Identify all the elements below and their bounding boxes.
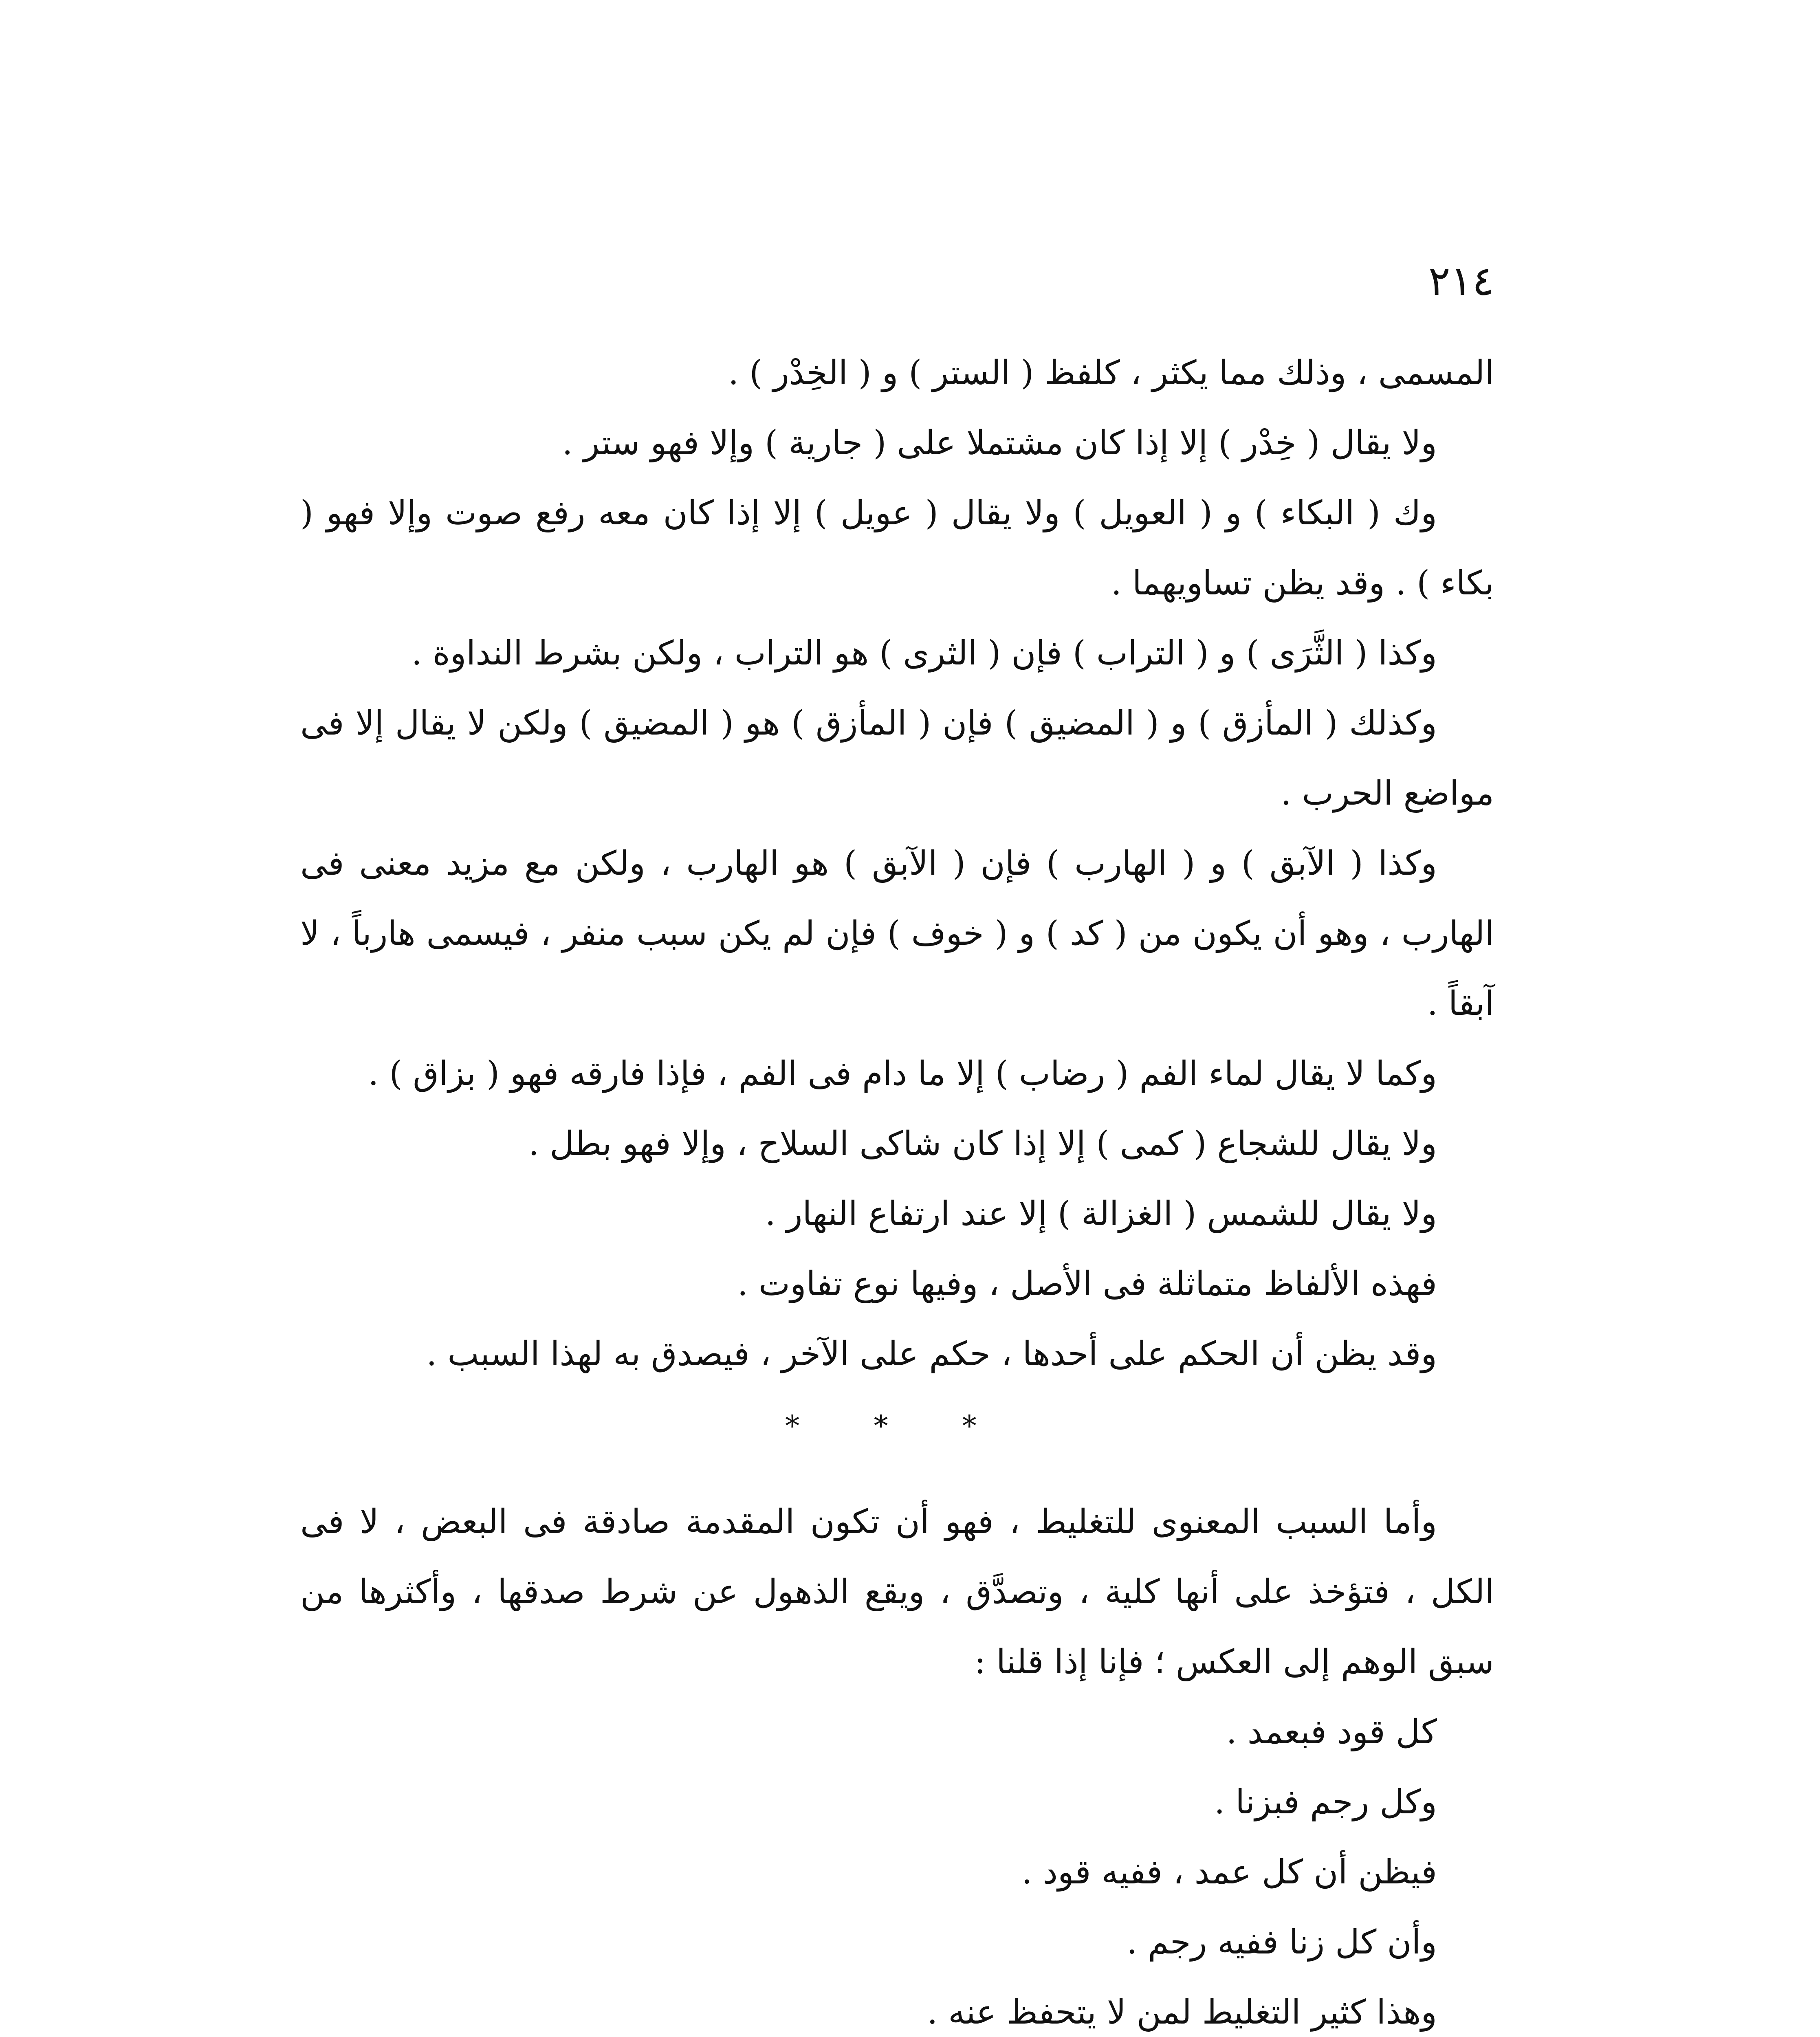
paragraph: وأما السبب المعنوى للتغليط ، فهو أن تكون المقدمة صادقة فى البعض ، لا فى الكل ، فتؤخذ على أنها كلية ، وتصدَّق ، ويقع الذهول عن شرط صدقها ، وأكثرها من سبق الوهم إلى العكس ؛ فإنا إذا قلنا :: [300, 1502, 1494, 1681]
paragraph: فهذه الألفاظ متماثلة فى الأصل ، وفيها نوع تفاوت .: [737, 1265, 1437, 1303]
paragraph: وكذلك ( المأزق ) و ( المضيق ) فإن ( المأزق ) هو ( المضيق ) ولكن لا يقال إلا فى مواضع الحرب .: [300, 704, 1494, 813]
paragraph: وكذا ( الآبق ) و ( الهارب ) فإن ( الآبق ) هو الهارب ، ولكن مع مزيد معنى فى الهارب ، وهو أن يكون من ( كد ) و ( خوف ) فإن لم يكن سبب منفر ، فيسمى هارباً ، لا آبقاً .: [300, 844, 1494, 1023]
paragraph: ولا يقال للشجاع ( كمى ) إلا إذا كان شاكى السلاح ، وإلا فهو بطل .: [528, 1124, 1437, 1163]
example-line: فيظن أن كل عمد ، ففيه قود .: [1021, 1853, 1437, 1892]
example-line: وأن كل زنا ففيه رجم .: [1127, 1923, 1437, 1962]
page-number: ٢١٤: [1428, 257, 1494, 305]
paragraph: وكما لا يقال لماء الفم ( رضاب ) إلا ما دام فى الفم ، فإذا فارقه فهو ( بزاق ) .: [368, 1054, 1437, 1093]
paragraph: وكذا ( الثَّرَى ) و ( التراب ) فإن ( الثرى ) هو التراب ، ولكن بشرط النداوة .: [411, 634, 1437, 673]
body-text: [300, 338, 1494, 2037]
paragraph: ولا يقال للشمس ( الغزالة ) إلا عند ارتفاع النهار .: [765, 1194, 1437, 1233]
example-line: وكل رجم فبزنا .: [1214, 1783, 1437, 1821]
paragraph: وقد يظن أن الحكم على أحدها ، حكم على الآخر ، فيصدق به لهذا السبب .: [426, 1335, 1437, 1373]
paragraph: المسمى ، وذلك مما يكثر ، كلفظ ( الستر ) و ( الخِدْر ) .: [728, 354, 1494, 392]
section-separator: * * *: [785, 1409, 1009, 1443]
paragraph: ولا يقال ( خِدْر ) إلا إذا كان مشتملا على ( جارية ) وإلا فهو ستر .: [562, 424, 1437, 462]
example-line: كل قود فبعمد .: [1226, 1713, 1437, 1751]
paragraph: وهذا كثير التغليط لمن لا يتحفظ عنه .: [927, 1993, 1437, 2032]
paragraph: وك ( البكاء ) و ( العويل ) ولا يقال ( عويل ) إلا إذا كان معه رفع صوت وإلا فهو ( بكاء ) . وقد يظن تساويهما .: [300, 494, 1494, 603]
